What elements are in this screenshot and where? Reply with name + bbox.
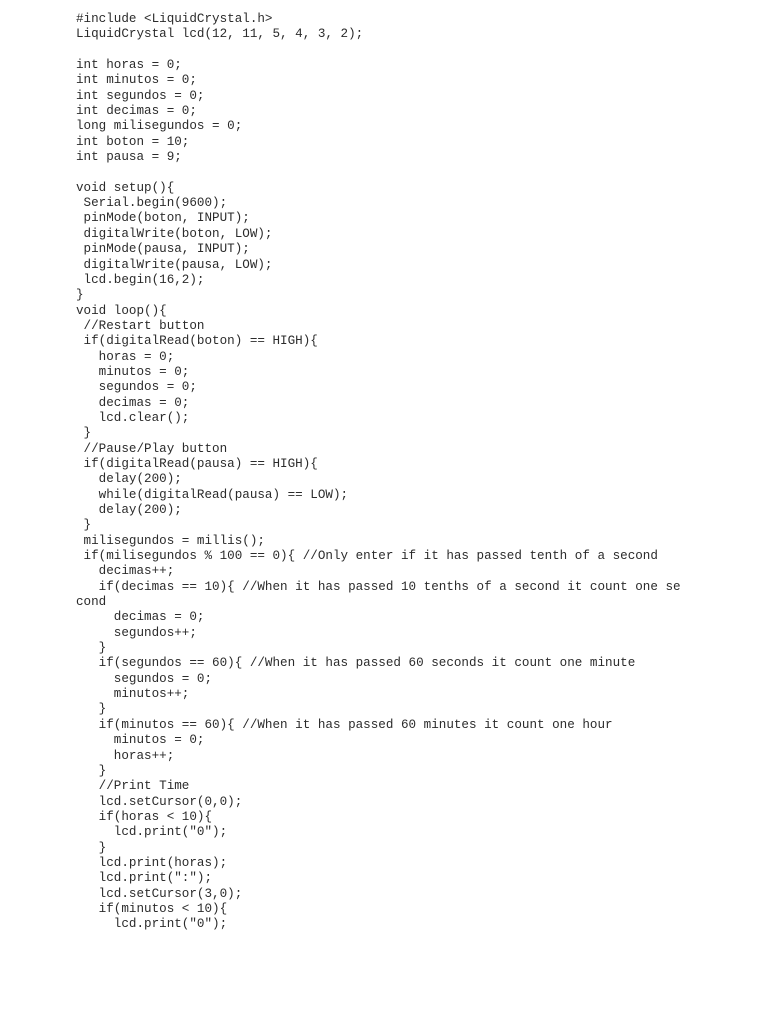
code-line: void setup(){ [76,180,175,195]
code-line: } [76,288,84,303]
code-line: pinMode(boton, INPUT); [76,211,250,226]
code-line: while(digitalRead(pausa) == LOW); [76,487,349,502]
code-line: delay(200); [76,503,182,517]
code-line: lcd.print("0"); [76,825,228,840]
code-line: } [76,840,107,855]
code-line: if(digitalRead(pausa) == HIGH){ [76,456,318,471]
code-line: decimas = 0; [76,610,205,625]
code-line: decimas++; [76,564,175,579]
code-line: } [76,702,107,717]
code-line: #include <LiquidCrystal.h> [76,12,273,26]
code-line: lcd.print(horas); [76,855,228,870]
code-line: int minutos = 0; [76,73,197,88]
code-line: int horas = 0; [76,58,182,73]
code-line: cond [76,595,107,610]
code-line: void loop(){ [76,303,167,318]
code-line: int decimas = 0; [76,104,197,119]
code-line: if(minutos == 60){ //When it has passed 60 minutes it count one hour [76,717,613,732]
code-line [76,43,681,58]
code-line: //Restart button [76,318,205,333]
code-line: lcd.begin(16,2); [76,272,205,287]
code-line: lcd.clear(); [76,410,190,425]
code-line: //Pause/Play button [76,441,228,456]
code-line: minutos++; [76,687,190,702]
code-line: if(minutos < 10){ [76,901,228,916]
code-line: lcd.print("0"); [76,917,228,932]
code-line: if(decimas == 10){ //When it has passed 10 tenths of a second it count one se [76,579,681,594]
code-line: lcd.setCursor(3,0); [76,886,243,901]
code-line: Serial.begin(9600); [76,196,228,211]
code-line: lcd.setCursor(0,0); [76,794,243,809]
code-line [76,165,681,180]
code-line: milisegundos = millis(); [76,533,265,548]
code-line: long milisegundos = 0; [76,119,243,134]
code-line: if(segundos == 60){ //When it has passed 60 seconds it count one minute [76,656,636,671]
code-line: delay(200); [76,472,182,487]
code-line: } [76,641,107,656]
code-line: minutos = 0; [76,733,205,748]
code-line: segundos = 0; [76,380,197,395]
code-line: pinMode(pausa, INPUT); [76,242,250,257]
code-line: if(horas < 10){ [76,809,213,824]
code-line: int boton = 10; [76,134,190,149]
code-line: horas++; [76,748,175,763]
code-line: LiquidCrystal lcd(12, 11, 5, 4, 3, 2); [76,27,364,42]
code-line: } [76,426,92,441]
code-line: decimas = 0; [76,395,190,410]
code-line: int segundos = 0; [76,88,205,103]
code-line: if(digitalRead(boton) == HIGH){ [76,334,318,349]
code-listing [76,12,681,933]
code-line: digitalWrite(pausa, LOW); [76,257,273,272]
code-line: lcd.print(":"); [76,871,213,886]
code-line: //Print Time [76,779,190,794]
code-line: segundos++; [76,625,197,640]
code-line: digitalWrite(boton, LOW); [76,226,273,241]
code-line: segundos = 0; [76,671,213,686]
code-line: if(milisegundos % 100 == 0){ //Only enter if it has passed tenth of a second [76,549,658,564]
code-line: horas = 0; [76,349,175,364]
code-line: minutos = 0; [76,364,190,379]
code-line: } [76,518,92,533]
code-line: int pausa = 9; [76,150,182,165]
code-line: } [76,763,107,778]
